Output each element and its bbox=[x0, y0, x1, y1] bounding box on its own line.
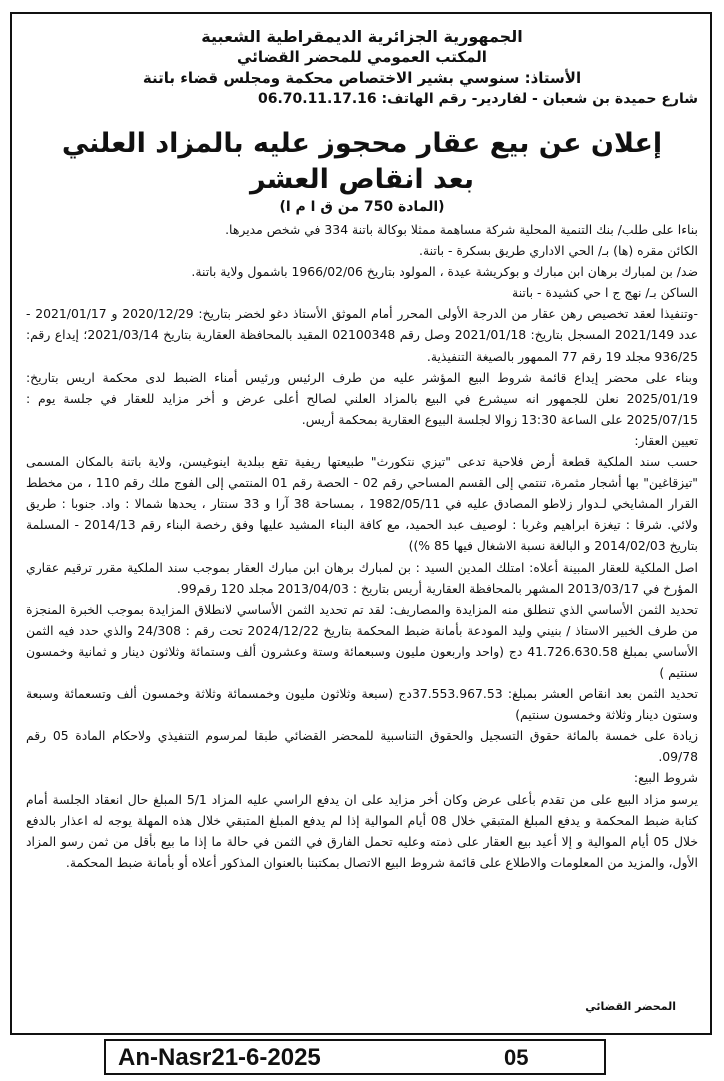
legal-article: (المادة 750 من ق ا م ا) bbox=[279, 199, 445, 215]
announcement-subtitle: بعد انقاص العشر bbox=[250, 164, 474, 195]
paragraph-session: وبناء على محضر إيداع قائمة شروط البيع المؤشر عليه من طرف الرئيس ورئيس أمناء الضبط لدى محكمة اريس بتاريخ: 2025/01/19 نعلن للجمهور انه سيشرع في البيع بالمزاد العلني لصالح أعلى عرض و أخر مزايد للعقار في جلسة يوم : 2025/07/15 على الساعة 13:30 زوالا لجلسة البيوع العقارية بمحكمة أريس. bbox=[26, 369, 698, 427]
newspaper-footer bbox=[104, 1039, 606, 1075]
signature: المحضر القضائي bbox=[585, 1000, 676, 1013]
paragraph-contract: -وتنفيذا لعقد تخصيص رهن عقار من الدرجة الأولى المحرر أمام الموثق الأستاذ دغو لخضر بتاريخ: 2020/12/29 و 2021/01/17 - عدد 2021/149 المسجل بتاريخ: 2021/01/18 وصل رقم 02100348 المقيد بالمحافظة العقارية بتاريخ 2021/03/14؛ إيداع رقم: 936/25 مجلد 19 رقم 77 الممهور بالصيغة التنفيذية. bbox=[26, 306, 699, 364]
property-description: حسب سند الملكية قطعة أرض فلاحية تدعى "تيزي نتكورث" طبيعتها ريفية تقع ببلدية اينوغيسن، ولاية باتنة بالمكان المسمى "تيزقاغين" بها أشجار مثمرة، تنتمي إلى القسم المساحي رقم 02 - الحصة رقم 01 المنتمي إلى الفوج ملك رقم 110 ، من مخطط القرار المشايخي لـدوار زلاطو المصادق عليه في 1982/05/11 ، بمساحة 38 آرا و 33 سنتار ، يحدها شمالا : واد. جنوبا : طريق ولائي. شرقا : تيغزة ابراهيم وغربا : لوصيف عبد الحميد، مع كافة البناء المشيد عليها وفق رخصة البناء رقم 2014/13 - المسلمة بتاريخ 2014/02/03 و البالغة نسبة الاشغال فيها 85 %)) bbox=[26, 454, 699, 554]
header-bailiff: الأستاذ: سنوسي بشير الاختصاص محكمة ومجلس قضاء باتنة bbox=[142, 69, 582, 87]
fees: زيادة على خمسة بالمائة حقوق التسجيل والحقوق التناسبية للمحضر القضائي طبقا لمرسوم التنفيذي ولاحكام المادة 05 رقم 09/78. bbox=[26, 728, 699, 765]
header-office: المكتب العمومي للمحضر القضائي bbox=[237, 48, 487, 66]
header-republic: الجمهورية الجزائرية الديمقراطية الشعبية bbox=[201, 27, 523, 46]
reduced-price: تحديد الثمن بعد انقاص العشر بمبلغ: 37.553.967.53دج (سبعة وثلاثون مليون وخمسمائة وثلاثة وخمسون ألف وتسعمائة وسبعة وستون دينار وثلاثة وخمسون سنتيم) bbox=[26, 686, 698, 723]
announcement-frame bbox=[10, 12, 712, 1035]
announcement-body bbox=[26, 219, 698, 873]
newspaper-name-date: An-Nasr21-6-2025 bbox=[118, 1044, 321, 1071]
paragraph-residence: الساكن بـ/ نهج ج ا حي كشيدة - باتنة bbox=[512, 285, 698, 301]
ownership-origin: اصل الملكية للعقار المبينة أعلاه: امتلك المدين السيد : بن لمبارك برهان ابن مبارك العقار بموجب سند الملكية مقرر ترقيم عقاري المؤرخ في 2013/03/17 المشهر بالمحافظة العقارية أريس بتاريخ : 2013/04/03 مجلد 120 رقم99. bbox=[26, 559, 698, 596]
paragraph-address: الكائن مقره (ها) بـ/ الحي الاداري طريق بسكرة - باتنة. bbox=[419, 243, 698, 259]
conditions-heading: شروط البيع: bbox=[633, 770, 698, 786]
page-number: 05 bbox=[504, 1045, 529, 1070]
announcement-title: إعلان عن بيع عقار محجوز عليه بالمزاد العلني bbox=[61, 128, 663, 159]
conditions-text: يرسو مزاد البيع على من تقدم بأعلى عرض وكان أخر مزايد على ان يدفع الراسي عليه المزاد 5/1 المبلغ حال انعقاد الجلسة أمام كتابة ضبط المحكمة و يدفع المبلغ المتبقي خلال 08 أيام الموالية إذا لم يدفع المبلغ المتبقي خلال هذه المهلة يوجه له اعذار بالدفع خلال 05 أيام الموالية و إلا أعيد بيع العقار على ذمته وعليه تحمل الفارق في الثمن في حالة ما إذا ما بيع بأقل من ثمن رسو المزاد الأول، والمزيد من المعلومات والاطلاع على قائمة شروط البيع الاتصال بمكتبنا بالعنوان المذكور أعلاه أو بأمانة ضبط المحكمة. bbox=[26, 791, 699, 870]
base-price: تحديد الثمن الأساسي الذي تنطلق منه المزايدة والمصاريف: لقد تم تحديد الثمن الأساسي لانطلاق المزايدة بموجب الخبرة المنجزة من طرف الخبير الاستاذ / بنيني وليد المودعة بأمانة ضبط المحكمة بتاريخ 2024/12/22 تحت رقم : 24/308 والذي حدد فيه الثمن الأساسي بمبلغ 41.726.630.58 دج (واحد واربعون مليون وسبعمائة وستة وعشرون ألف وستمائة وثلاثون دينار و ثمانية وخمسون سنتيم ) bbox=[26, 601, 699, 680]
header-address: شارع حميدة بن شعبان - لفاردير- رقم الهاتف: 06.70.11.17.16 bbox=[257, 91, 698, 107]
announcement-content bbox=[26, 26, 698, 873]
paragraph-request: بناءا على طلب/ بنك التنمية المحلية شركة مساهمة ممثلا بوكالة باتنة 334 في شخص مديرها. bbox=[225, 222, 698, 237]
paragraph-debtor: ضد/ بن لمبارك برهان ابن مبارك و بوكريشة عيدة ، المولود بتاريخ 1966/02/06 باشمول ولاية باتنة. bbox=[191, 264, 698, 280]
property-heading: تعيين العقار: bbox=[634, 432, 698, 448]
